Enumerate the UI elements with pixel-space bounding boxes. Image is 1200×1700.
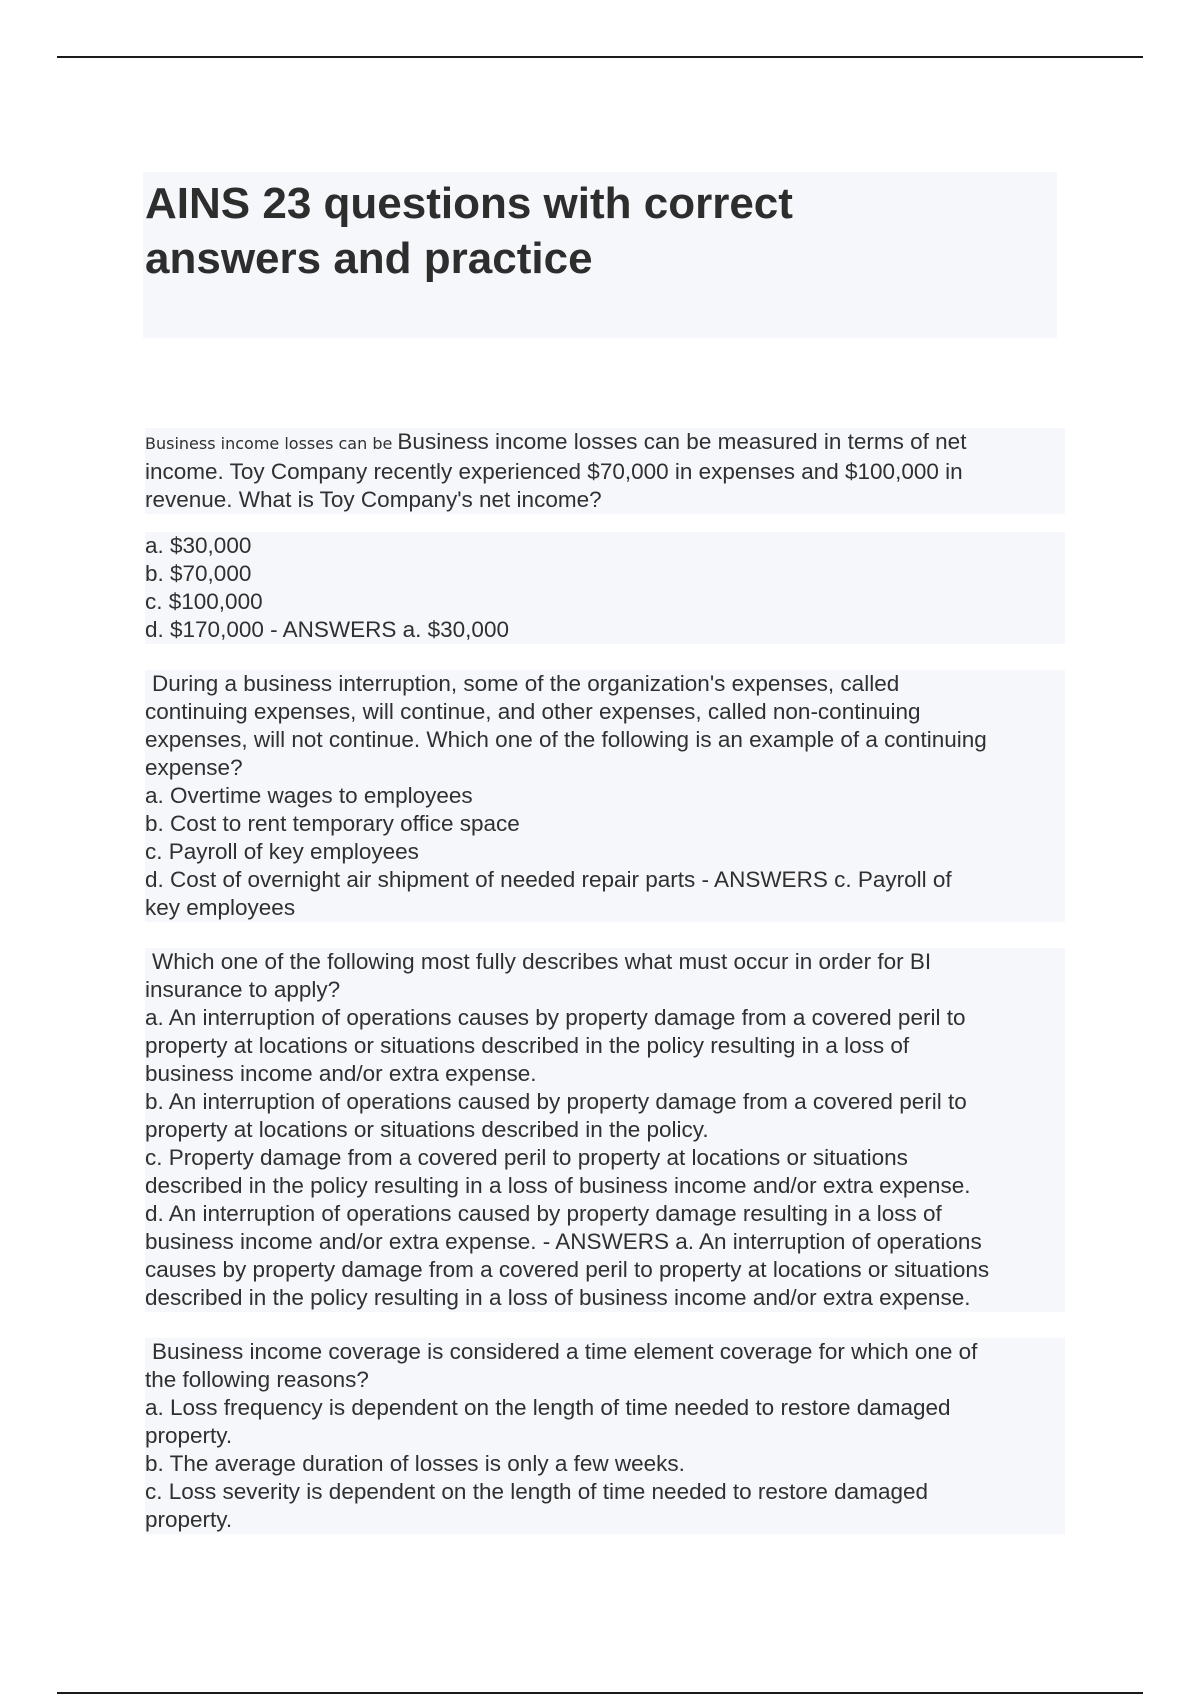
question-3-option-a-cont: business income and/or extra expense. — [145, 1060, 1065, 1088]
document-body — [145, 428, 1065, 1534]
question-1-option-b: b. $70,000 — [145, 560, 1065, 588]
question-2 — [145, 670, 1065, 922]
question-4-option-a: a. Loss frequency is dependent on the length of time needed to restore damaged — [145, 1394, 1065, 1422]
question-4 — [145, 1338, 1065, 1534]
question-3-option-b: b. An interruption of operations caused by property damage from a covered peril to — [145, 1088, 1065, 1116]
question-1-line-2: income. Toy Company recently experienced $70,000 in expenses and $100,000 in — [145, 458, 1065, 486]
question-2-line: expenses, will not continue. Which one of the following is an example of a continuing — [145, 726, 1065, 754]
top-rule — [57, 56, 1143, 58]
question-1-option-a: a. $30,000 — [145, 532, 1065, 560]
question-2-option-a: a. Overtime wages to employees — [145, 782, 1065, 810]
question-1-option-d-answer: d. $170,000 - ANSWERS a. $30,000 — [145, 616, 1065, 644]
question-4-option-c: c. Loss severity is dependent on the length of time needed to restore damaged — [145, 1478, 1065, 1506]
question-2-line: continuing expenses, will continue, and other expenses, called non-continuing — [145, 698, 1065, 726]
question-3-option-d: d. An interruption of operations caused by property damage resulting in a loss of — [145, 1200, 1065, 1228]
question-3-option-a: a. An interruption of operations causes by property damage from a covered peril to — [145, 1004, 1065, 1032]
question-3-line: insurance to apply? — [145, 976, 1065, 1004]
question-3-answer: business income and/or extra expense. - ANSWERS a. An interruption of operations — [145, 1228, 1065, 1256]
question-4-option-c-cont: property. — [145, 1506, 1065, 1534]
bottom-rule — [57, 1692, 1143, 1694]
question-3-option-b-cont: property at locations or situations described in the policy. — [145, 1116, 1065, 1144]
question-2-option-c: c. Payroll of key employees — [145, 838, 1065, 866]
question-1-text: Business income losses can be measured in terms of net — [397, 429, 967, 454]
question-1-line-3: revenue. What is Toy Company's net income? — [145, 486, 1065, 514]
question-4-option-b: b. The average duration of losses is only a few weeks. — [145, 1450, 1065, 1478]
question-3-line: Which one of the following most fully describes what must occur in order for BI — [145, 948, 1065, 976]
question-2-line: expense? — [145, 754, 1065, 782]
question-3-option-c: c. Property damage from a covered peril to property at locations or situations — [145, 1144, 1065, 1172]
question-3-answer-cont: causes by property damage from a covered peril to property at locations or situations — [145, 1256, 1065, 1284]
document-title: AINS 23 questions with correct answers and practice — [145, 179, 793, 283]
question-1-prefix: Business income losses can be — [145, 434, 398, 453]
question-3-option-c-cont: described in the policy resulting in a loss of business income and/or extra expense. — [145, 1172, 1065, 1200]
question-3 — [145, 948, 1065, 1312]
question-1 — [145, 428, 1065, 644]
question-1-option-c: c. $100,000 — [145, 588, 1065, 616]
question-2-option-b: b. Cost to rent temporary office space — [145, 810, 1065, 838]
question-2-option-d-answer: d. Cost of overnight air shipment of needed repair parts - ANSWERS c. Payroll of — [145, 866, 1065, 894]
question-1-line-1 — [145, 428, 1065, 458]
question-2-line: During a business interruption, some of the organization's expenses, called — [145, 670, 1065, 698]
question-3-option-a-cont: property at locations or situations described in the policy resulting in a loss of — [145, 1032, 1065, 1060]
question-4-line: Business income coverage is considered a time element coverage for which one of — [145, 1338, 1065, 1366]
question-3-answer-cont: described in the policy resulting in a loss of business income and/or extra expense. — [145, 1284, 1065, 1312]
question-4-line: the following reasons? — [145, 1366, 1065, 1394]
question-2-answer-cont: key employees — [145, 894, 1065, 922]
question-4-option-a-cont: property. — [145, 1422, 1065, 1450]
